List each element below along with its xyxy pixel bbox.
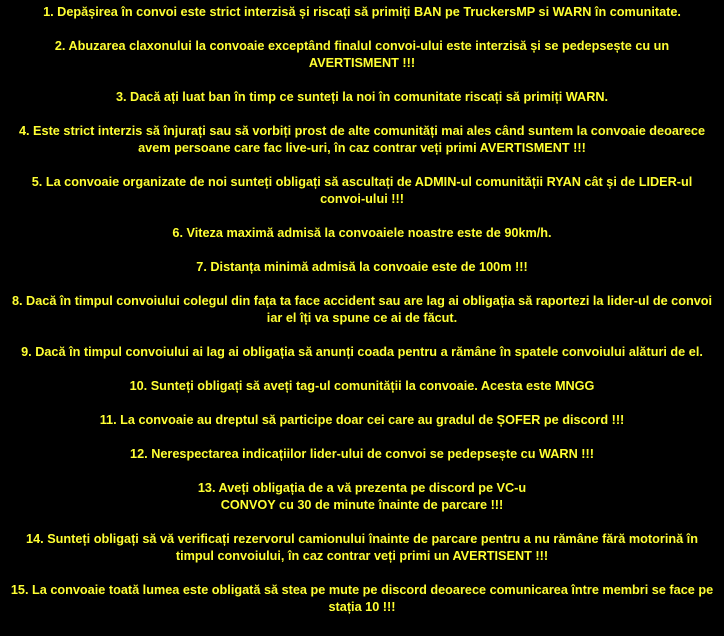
rule-14 [0,531,724,565]
rule-text-line: AVERTISMENT !!! [308,56,416,70]
rule-text-line: 6. Viteza maximă admisă la convoaiele noastre este de 90km/h. [172,226,552,240]
rule-text-line: timpul convoiului, în caz contrar veți primi un AVERTISENT !!! [175,549,549,563]
rule-text-line: 1. Depășirea în convoi este strict interzisă și riscați să primiți BAN pe TruckersMP si WARN în comunitate. [43,5,681,19]
rule-6 [0,225,724,242]
rule-text-line: 12. Nerespectarea indicațiilor lider-ului de convoi se pedepsește cu WARN !!! [130,447,594,461]
rule-15 [0,582,724,616]
rule-9 [0,344,724,361]
rule-2 [0,38,724,72]
rule-12 [0,446,724,463]
rule-text-line: 11. La convoaie au dreptul să participe doar cei care au gradul de ȘOFER pe discord !!! [99,413,625,427]
rule-8 [0,293,724,327]
rule-text-line: 5. La convoaie organizate de noi sunteți obligați să ascultați de ADMIN-ul comunității RYAN cât și de LIDER-ul [31,175,693,189]
rule-11 [0,412,724,429]
rule-text-line: avem persoane care fac live-uri, în caz contrar veți primi AVERTISMENT !!! [138,141,586,155]
rule-text-line: 14. Sunteți obligați să vă verificați rezervorul camionului înainte de parcare pentru a nu rămâne fără motorină în [26,532,698,546]
rule-text-line: 15. La convoaie toată lumea este obligată să stea pe mute pe discord deoarece comunicarea între membri se face pe [10,583,714,597]
rule-text-line: 8. Dacă în timpul convoiului colegul din fața ta face accident sau are lag ai obligația să raportezi la lider-ul de convoi [11,294,713,308]
rule-13 [0,480,724,514]
rule-10 [0,378,724,395]
rule-text-line: 4. Este strict interzis să înjurați sau să vorbiți prost de alte comunități mai ales când suntem la convoaie deoarece [18,124,706,138]
rule-text-line: 9. Dacă în timpul convoiului ai lag ai obligația să anunți coada pentru a rămâne în spatele convoiului alături de el. [21,345,703,359]
rule-text-line: 10. Sunteți obligați să aveți tag-ul comunității la convoaie. Acesta este MNGG [129,379,595,393]
rule-4 [0,123,724,157]
rule-text-line: 7. Distanța minimă admisă la convoaie este de 100m !!! [196,260,528,274]
rule-text-line: convoi-ului !!! [320,192,404,206]
rule-text-line: iar el îți va spune ce ai de făcut. [266,311,458,325]
rule-text-line: CONVOY cu 30 de minute înainte de parcare !!! [220,498,504,512]
rule-text-line: 3. Dacă ați luat ban în timp ce sunteți la noi în comunitate riscați să primiți WARN. [115,90,609,104]
rule-7 [0,259,724,276]
rule-3 [0,89,724,106]
rule-text-line: stația 10 !!! [328,600,396,614]
rule-1 [0,4,724,21]
rule-text-line: 2. Abuzarea claxonului la convoaie exceptând finalul convoi-ului este interzisă și se pedepsește cu un [54,39,670,53]
rule-5 [0,174,724,208]
rule-text-line: 13. Aveți obligația de a vă prezenta pe discord pe VC-u [197,481,527,495]
